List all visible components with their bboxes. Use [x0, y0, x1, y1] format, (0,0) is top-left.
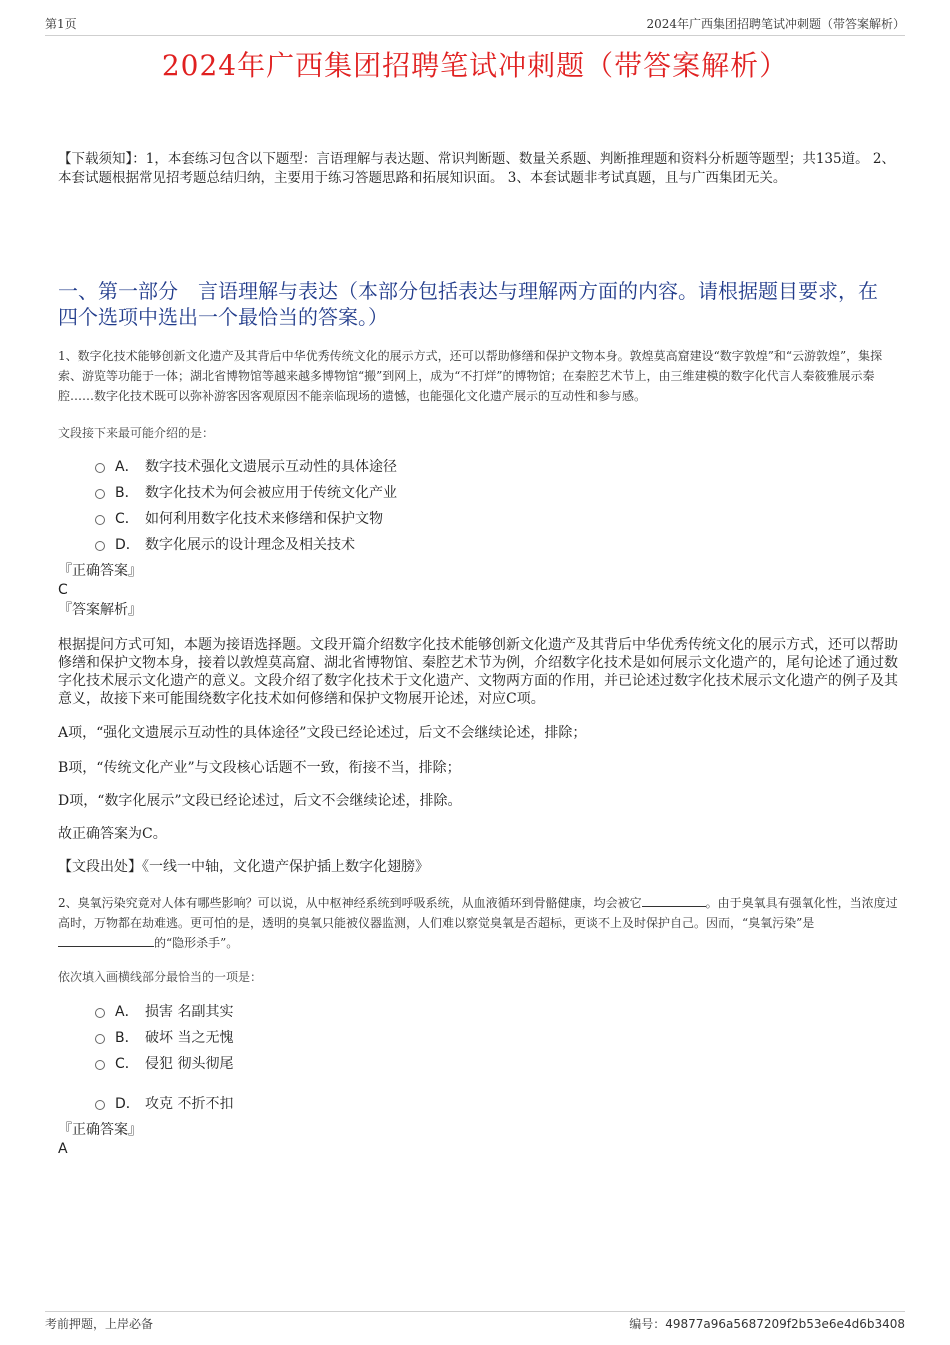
- question-2-option-c[interactable]: C． 侵犯 彻头彻尾: [95, 1050, 233, 1076]
- question-2-text: 2、臭氧污染究竟对人体有哪些影响？可以说，从中枢神经系统到呼吸系统，从血液循环到骨骼健康，均会被它 。由于臭氧具有强氧化性，当浓度过高时，万物都在劫难逃。更可怕的是，透明的臭氧只能被仪器监测，人们难以察觉臭氧是否超标，更谈不上及时保护自己。因而，“臭氧污染”是的“隐形杀手”。: [58, 896, 898, 950]
- radio-icon[interactable]: [95, 489, 105, 499]
- radio-icon[interactable]: [95, 1060, 105, 1070]
- header-doc-name: 2024年广西集团招聘笔试冲刺题（带答案解析）: [646, 17, 905, 31]
- question-1-analysis: 根据提问方式可知，本题为接语选择题。文段开篇介绍数字化技术能够创新文化遗产及其背后中华优秀传统文化的展示方式，还可以帮助修缮和保护文物本身，接着以敦煌莫高窟、湖北省博物馆、秦腔艺术节为例，介绍数字化技术是如何展示文化遗产的，尾句论述了通过数字化技术展示文化遗产的意义。文段介绍了数字化技术于文化遗产、文物两方面的作用，并已论述过数字化技术展示文化遗产的例子及其意义，故接下来可能围绕数字化技术如何修缮和保护文物展开论述，对应C项。: [58, 637, 898, 707]
- footer-slogan: 考前押题，上岸必备: [45, 1317, 154, 1331]
- question-2-option-b[interactable]: B． 破坏 当之无愧: [95, 1024, 233, 1050]
- radio-icon[interactable]: [95, 463, 105, 473]
- question-1-option-c[interactable]: C． 如何利用数字化技术来修缮和保护文物: [95, 505, 397, 531]
- question-2-answer-label: 『正确答案』: [58, 1122, 142, 1138]
- question-2-prompt: 依次填入画横线部分最恰当的一项是：: [58, 970, 263, 984]
- question-2-option-d[interactable]: D． 攻克 不折不扣: [95, 1090, 233, 1116]
- download-notice: 【下载须知】：1，本套练习包含以下题型：言语理解与表达题、常识判断题、数量关系题、判断推理题和资料分析题等题型；共135道。 2、本套试题根据常见招考题总结归纳，主要用于练习答题思路和拓展知识面。 3、本套试题非考试真题，且与广西集团无关。: [58, 151, 895, 186]
- radio-icon[interactable]: [95, 1100, 105, 1110]
- section-title: 一、第一部分 言语理解与表达（本部分包括表达与理解两方面的内容。请根据题目要求，在四个选项中选出一个最恰当的答案。）: [58, 279, 878, 329]
- question-1-text: 1、数字化技术能够创新文化遗产及其背后中华优秀传统文化的展示方式，还可以帮助修缮和保护文物本身。敦煌莫高窟建设“数字敦煌”和“云游敦煌”，集探索、游览等功能于一体；湖北省博物馆等越来越多博物馆“搬”到网上，成为“不打烊”的博物馆；在秦腔艺术节上，由三维建模的数字化代言人秦筱雅展示秦腔……数字化技术既可以弥补游客因客观原因不能亲临现场的遗憾，也能强化文化遗产展示的互动性和参与感。: [58, 349, 883, 403]
- footer-serial-number: 编号：49877a96a5687209f2b53e6e4d6b3408: [629, 1317, 905, 1331]
- question-2-options: [95, 998, 233, 1116]
- question-1-answer-label: 『正确答案』: [58, 563, 142, 579]
- radio-icon[interactable]: [95, 1008, 105, 1018]
- page-number: 第1页: [45, 17, 77, 31]
- page-header: [45, 14, 905, 36]
- radio-icon[interactable]: [95, 1034, 105, 1044]
- question-1-option-b[interactable]: B． 数字化技术为何会被应用于传统文化产业: [95, 479, 397, 505]
- radio-icon[interactable]: [95, 515, 105, 525]
- question-1-answer: C: [58, 582, 68, 598]
- question-2-option-a[interactable]: A． 损害 名副其实: [95, 998, 233, 1024]
- question-2-answer: A: [58, 1141, 68, 1157]
- fill-blank-1[interactable]: [642, 894, 706, 907]
- question-1-option-b-analysis: B项，“传统文化产业”与文段核心话题不一致，衔接不当，排除；: [58, 760, 461, 776]
- question-1-option-a[interactable]: A． 数字技术强化文遗展示互动性的具体途径: [95, 453, 397, 479]
- page-footer: [45, 1311, 905, 1335]
- question-1-prompt: 文段接下来最可能介绍的是：: [58, 426, 215, 440]
- question-1-conclusion: 故正确答案为C。: [58, 826, 167, 842]
- question-1-analysis-label: 『答案解析』: [58, 602, 142, 618]
- document-title: 2024年广西集团招聘笔试冲刺题（带答案解析）: [161, 49, 789, 82]
- question-1-option-d[interactable]: D． 数字化展示的设计理念及相关技术: [95, 531, 397, 557]
- question-1-options: [95, 453, 397, 557]
- radio-icon[interactable]: [95, 541, 105, 551]
- fill-blank-2[interactable]: [58, 934, 154, 947]
- question-1-option-a-analysis: A项，“强化文遗展示互动性的具体途径”文段已经论述过，后文不会继续论述，排除；: [58, 725, 587, 741]
- question-1-option-d-analysis: D项，“数字化展示”文段已经论述过，后文不会继续论述，排除。: [58, 793, 462, 809]
- question-1-source: 【文段出处】《一线一中轴，文化遗产保护插上数字化翅膀》: [58, 859, 429, 875]
